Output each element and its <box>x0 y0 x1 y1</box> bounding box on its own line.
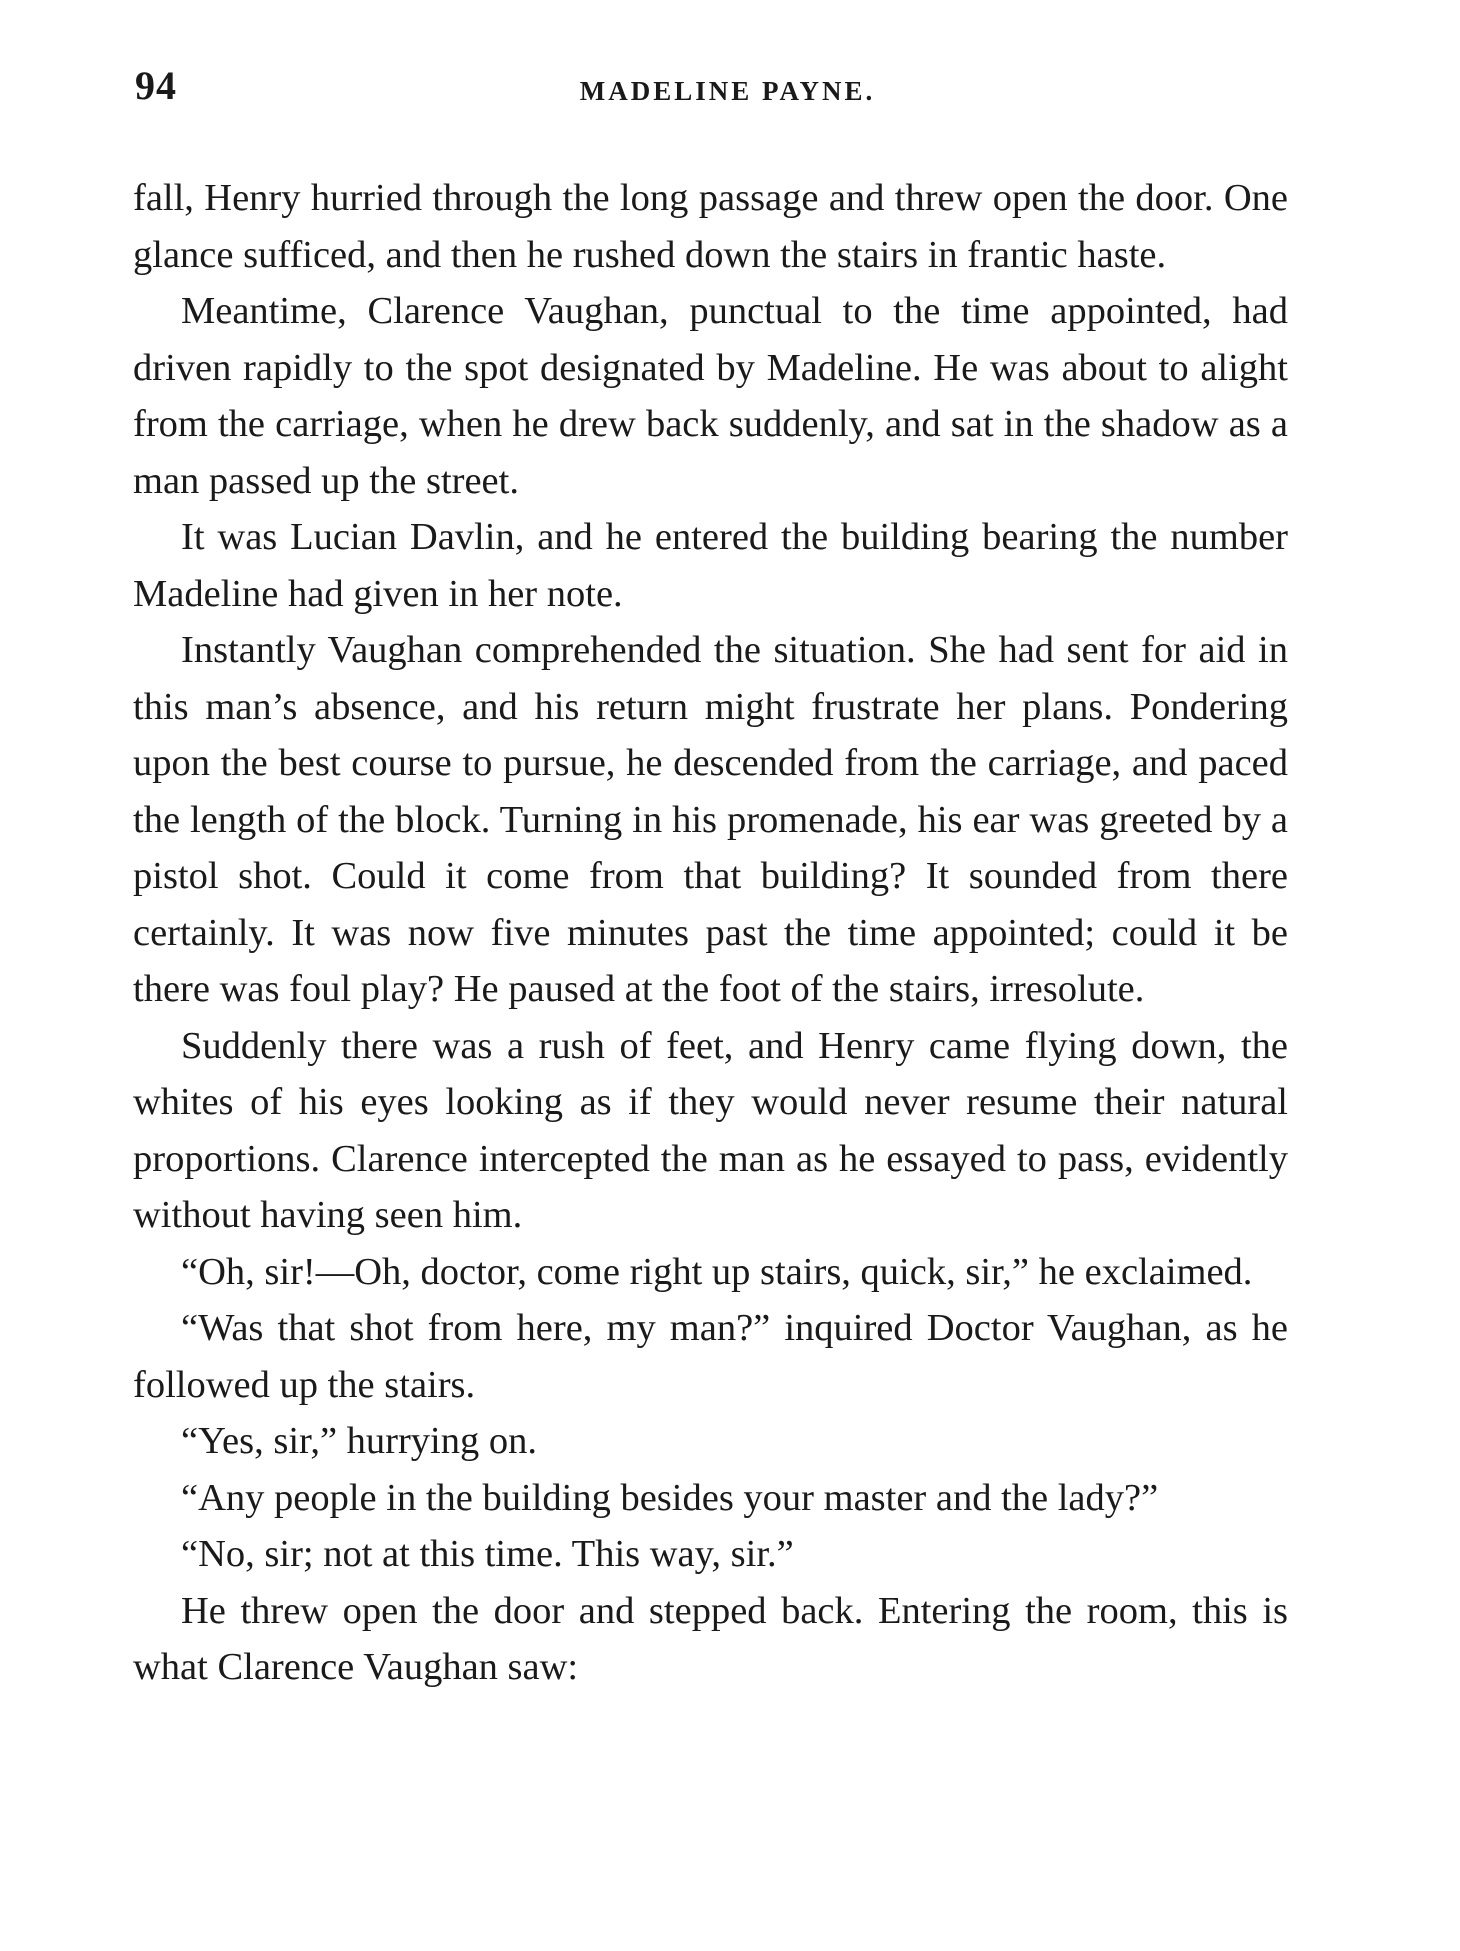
paragraph: “Was that shot from here, my man?” inquired Doctor Vaughan, as he followed up the stairs. <box>133 1307 1288 1406</box>
paragraph: Instantly Vaughan comprehended the situation. She had sent for aid in this man’s absence, and his return might frustrate her plans. Pondering upon the best course to pursue, he descended from the carriage, and paced the length of the block. Turning in his promenade, his ear was greeted by a pistol shot. Could it come from that building? It sounded from there certainly. It was now five minutes past the time appointed; could it be there was foul play? He paused at the foot of the stairs, irresolute. <box>133 629 1288 1010</box>
running-head <box>135 62 1290 122</box>
paragraph: It was Lucian Davlin, and he entered the building bearing the number Madeline had given in her note. <box>133 516 1288 615</box>
page-number: 94 <box>135 63 177 108</box>
paragraph: “Any people in the building besides your master and the lady?” <box>181 1476 1159 1519</box>
paragraph: “Yes, sir,” hurrying on. <box>181 1420 537 1462</box>
paragraph: Meantime, Clarence Vaughan, punctual to the time appointed, had driven rapidly to the spot designated by Madeline. He was about to alight from the carriage, when he drew back suddenly, and sat in the shadow as a man passed up the street. <box>133 290 1288 502</box>
running-title: MADELINE PAYNE. <box>579 76 876 106</box>
paragraph: “No, sir; not at this time. This way, sir.” <box>181 1533 794 1575</box>
paragraph: fall, Henry hurried through the long passage and threw open the door. One glance sufficed, and then he rushed down the stairs in frantic haste. <box>133 177 1288 276</box>
paragraph: “Oh, sir!—Oh, doctor, come right up stairs, quick, sir,” he exclaimed. <box>181 1250 1253 1293</box>
paragraph: He threw open the door and stepped back. Entering the room, this is what Clarence Vaughan saw: <box>133 1589 1288 1688</box>
paragraph: Suddenly there was a rush of feet, and Henry came flying down, the whites of his eyes looking as if they would never resume their natural proportions. Clarence intercepted the man as he essayed to pass, evidently without having seen him. <box>133 1024 1288 1236</box>
text-body <box>133 170 1288 1696</box>
